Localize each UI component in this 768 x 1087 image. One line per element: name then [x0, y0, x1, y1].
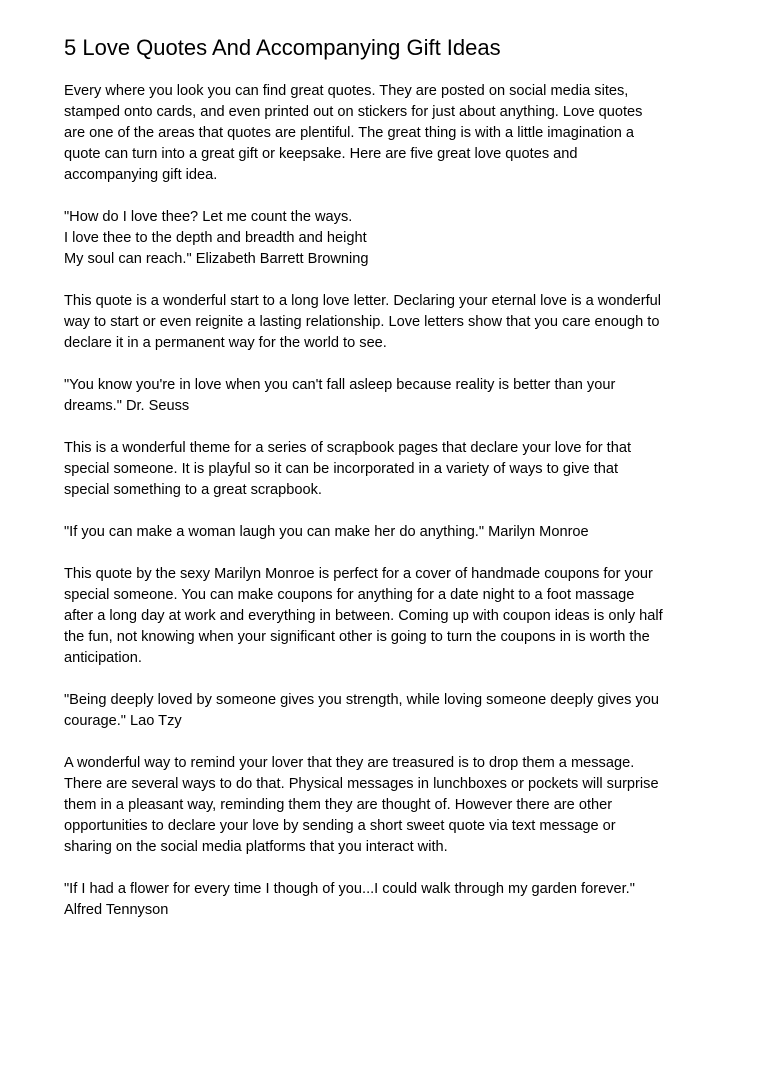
- paragraph: [64, 879, 714, 921]
- text-line: the fun, not knowing when your significant other is going to turn the coupons in is worth the: [64, 629, 650, 645]
- paragraph: [64, 564, 714, 669]
- text-line: This quote is a wonderful start to a long love letter. Declaring your eternal love is a wonderful: [64, 293, 662, 309]
- text-line: There are several ways to do that. Physical messages in lunchboxes or pockets will surprise: [64, 776, 659, 792]
- text-line: way to start or even reignite a lasting relationship. Love letters show that you care enough to: [64, 314, 660, 330]
- text-line: "Being deeply loved by someone gives you strength, while loving someone deeply gives you: [64, 692, 659, 708]
- text-line: sharing on the social media platforms that you interact with.: [64, 839, 448, 855]
- text-line: opportunities to declare your love by sending a short sweet quote via text message or: [64, 818, 616, 834]
- document-body: [64, 81, 714, 921]
- text-line: courage." Lao Tzy: [64, 713, 182, 729]
- text-line: "How do I love thee? Let me count the ways.: [64, 209, 353, 225]
- text-line: "If you can make a woman laugh you can make her do anything." Marilyn Monroe: [64, 524, 589, 540]
- text-line: dreams." Dr. Seuss: [64, 398, 190, 414]
- paragraph: [64, 753, 714, 858]
- text-line: anticipation.: [64, 650, 142, 666]
- text-line: special someone. It is playful so it can be incorporated in a variety of ways to give that: [64, 461, 619, 477]
- text-line: A wonderful way to remind your lover that they are treasured is to drop them a message.: [64, 755, 635, 771]
- text-line: My soul can reach." Elizabeth Barrett Browning: [64, 251, 369, 267]
- text-line: quote can turn into a great gift or keepsake. Here are five great love quotes and: [64, 146, 578, 162]
- text-line: after a long day at work and everything in between. Coming up with coupon ideas is only half: [64, 608, 663, 624]
- paragraph: [64, 207, 714, 270]
- text-line: I love thee to the depth and breadth and height: [64, 230, 367, 246]
- page-title: 5 Love Quotes And Accompanying Gift Ideas: [64, 35, 501, 60]
- text-line: special something to a great scrapbook.: [64, 482, 322, 498]
- text-line: Every where you look you can find great quotes. They are posted on social media sites,: [64, 83, 629, 99]
- paragraph: [64, 438, 714, 501]
- text-line: "If I had a flower for every time I though of you...I could walk through my garden forever.": [64, 881, 635, 897]
- text-line: This quote by the sexy Marilyn Monroe is perfect for a cover of handmade coupons for your: [64, 566, 653, 582]
- paragraph: [64, 291, 714, 354]
- paragraph: [64, 522, 714, 543]
- paragraph: [64, 690, 714, 732]
- text-line: This is a wonderful theme for a series of scrapbook pages that declare your love for that: [64, 440, 632, 456]
- text-line: them in a pleasant way, reminding them they are thought of. However there are other: [64, 797, 613, 813]
- text-line: declare it in a permanent way for the world to see.: [64, 335, 387, 351]
- text-line: stamped onto cards, and even printed out on stickers for just about anything. Love quotes: [64, 104, 643, 120]
- paragraph: [64, 375, 714, 417]
- text-line: accompanying gift idea.: [64, 167, 218, 183]
- text-line: special someone. You can make coupons for anything for a date night to a foot massage: [64, 587, 635, 603]
- paragraph: [64, 81, 714, 186]
- text-line: Alfred Tennyson: [64, 902, 169, 918]
- text-line: "You know you're in love when you can't fall asleep because reality is better than your: [64, 377, 616, 393]
- text-line: are one of the areas that quotes are plentiful. The great thing is with a little imagination a: [64, 125, 635, 141]
- document-page: [64, 33, 714, 942]
